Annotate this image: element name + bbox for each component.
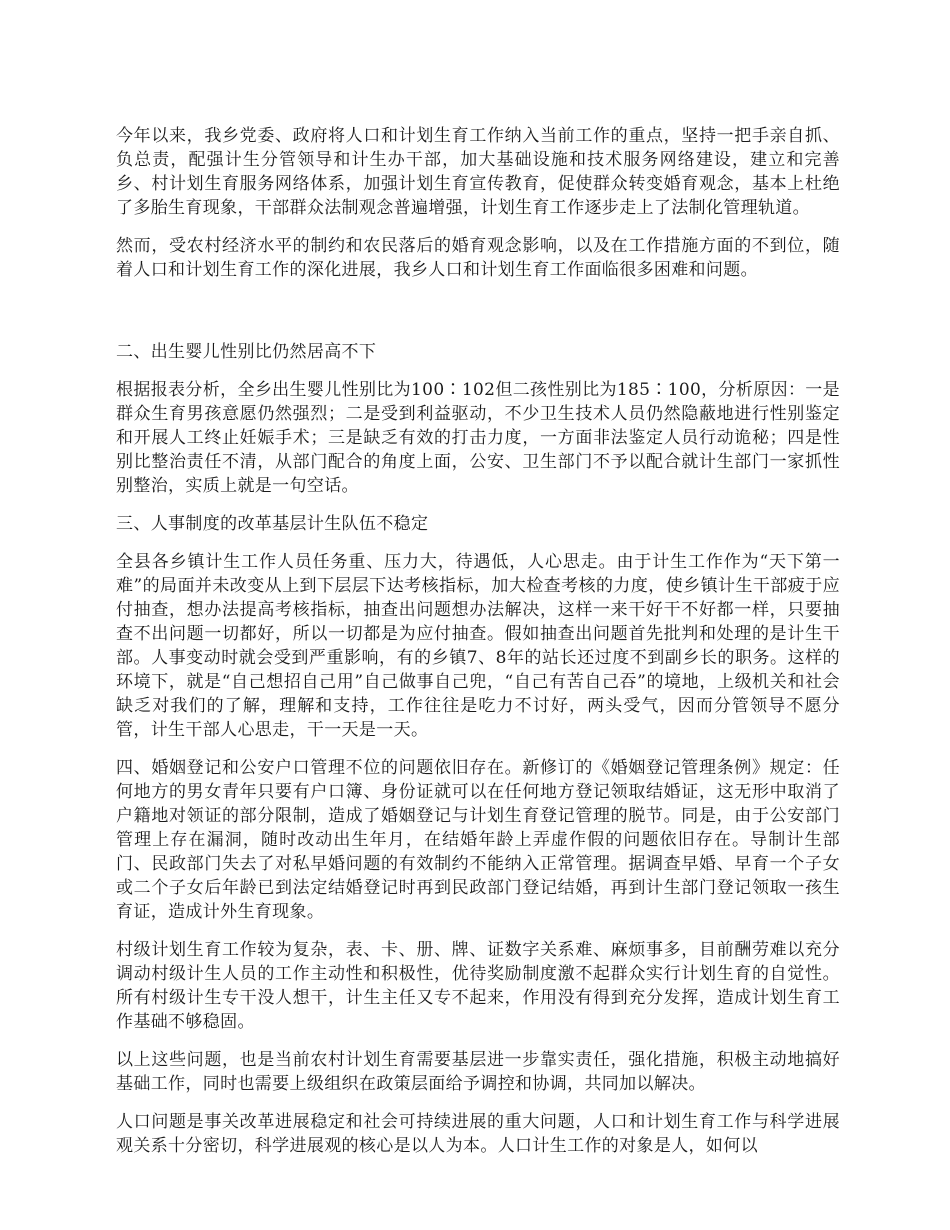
paragraph-staff: 全县各乡镇计生工作人员任务重、压力大，待遇低，人心思走。由于计生工作作为“天下第一难”的局面并未改变从上到下层层下达考核指标，加大检查考核的力度，使乡镇计生干部疲于应付抽查，想办法提高考核指标，抽查出问题想办法解决，这样一来干好干不好都一样，只要抽查不出问题一切都好，所以一切都是为应付抽查。假如抽查出问题首先批判和处理的是计生干部。人事变动时就会受到严重影响，有的乡镇7、8年的站长还过度不到副乡长的职务。这样的环境下，就是“自己想招自己用”自己做事自己兜，“自己有苦自己吞”的境地，上级机关和社会缺乏对我们的了解，理解和支持，工作往往是吃力不讨好，两头受气，因而分管领导不愿分管，计生干部人心思走，干一天是一天。 [116, 552, 840, 740]
blank-gap [116, 296, 840, 340]
paragraph-population: 人口问题是事关改革进展稳定和社会可持续进展的重大问题，人口和计划生育工作与科学进展观关系十分密切，科学进展观的核心是以人为本。人口计生工作的对象是人，如何以 [116, 1112, 840, 1156]
paragraph-problems: 然而，受农村经济水平的制约和农民落后的婚育观念影响，以及在工作措施方面的不到位，随着人口和计划生育工作的深化进展，我乡人口和计划生育工作面临很多困难和问题。 [116, 236, 840, 280]
section-heading-2: 二、出生婴儿性别比仍然居高不下 [116, 342, 377, 362]
paragraph-summary: 以上这些问题，也是当前农村计划生育需要基层进一步靠实责任，强化措施，积极主动地搞好基础工作，同时也需要上级组织在政策层面给予调控和协调，共同加以解决。 [116, 1050, 840, 1094]
document-body [116, 124, 840, 1172]
section-heading-3: 三、人事制度的改革基层计生队伍不稳定 [116, 514, 429, 534]
paragraph-sex-ratio: 根据报表分析，全乡出生婴儿性别比为100∶102但二孩性别比为185∶100，分析原因：一是群众生育男孩意愿仍然强烈；二是受到利益驱动，不少卫生技术人员仍然隐蔽地进行性别鉴定和开展人工终止妊娠手术；三是缺乏有效的打击力度，一方面非法鉴定人员行动诡秘；四是性别比整治责任不清，从部门配合的角度上面，公安、卫生部门不予以配合就计生部门一家抓性别整治，实质上就是一句空话。 [116, 380, 840, 496]
paragraph-village-work: 村级计划生育工作较为复杂，表、卡、册、牌、证数字关系难、麻烦事多，目前酬劳难以充分调动村级计生人员的工作主动性和积极性，优待奖励制度激不起群众实行计划生育的自觉性。所有村级计生专干没人想干，计生主任又专不起来，作用没有得到充分发挥，造成计划生育工作基础不够稳固。 [116, 940, 840, 1032]
paragraph-marriage-registration: 四、婚姻登记和公安户口管理不位的问题依旧存在。新修订的《婚姻登记管理条例》规定：任何地方的男女青年只要有户口簿、身份证就可以在任何地方登记领取结婚证，这无形中取消了户籍地对领证的部分限制，造成了婚姻登记与计划生育登记管理的脱节。同是，由于公安部门管理上存在漏洞，随时改动出生年月，在结婚年龄上弄虚作假的问题依旧存在。导制计生部门、民政部门失去了对私早婚问题的有效制约不能纳入正常管理。据调查早婚、早育一个子女或二个子女后年龄已到法定结婚登记时再到民政部门登记结婚，再到计生部门登记领取一孩生育证，造成计外生育现象。 [116, 758, 840, 922]
paragraph-intro: 今年以来，我乡党委、政府将人口和计划生育工作纳入当前工作的重点，坚持一把手亲自抓、负总责，配强计生分管领导和计生办干部，加大基础设施和技术服务网络建设，建立和完善乡、村计划生育服务网络体系，加强计划生育宣传教育，促使群众转变婚育观念，基本上杜绝了多胎生育现象，干部群众法制观念普遍增强，计划生育工作逐步走上了法制化管理轨道。 [116, 126, 840, 218]
